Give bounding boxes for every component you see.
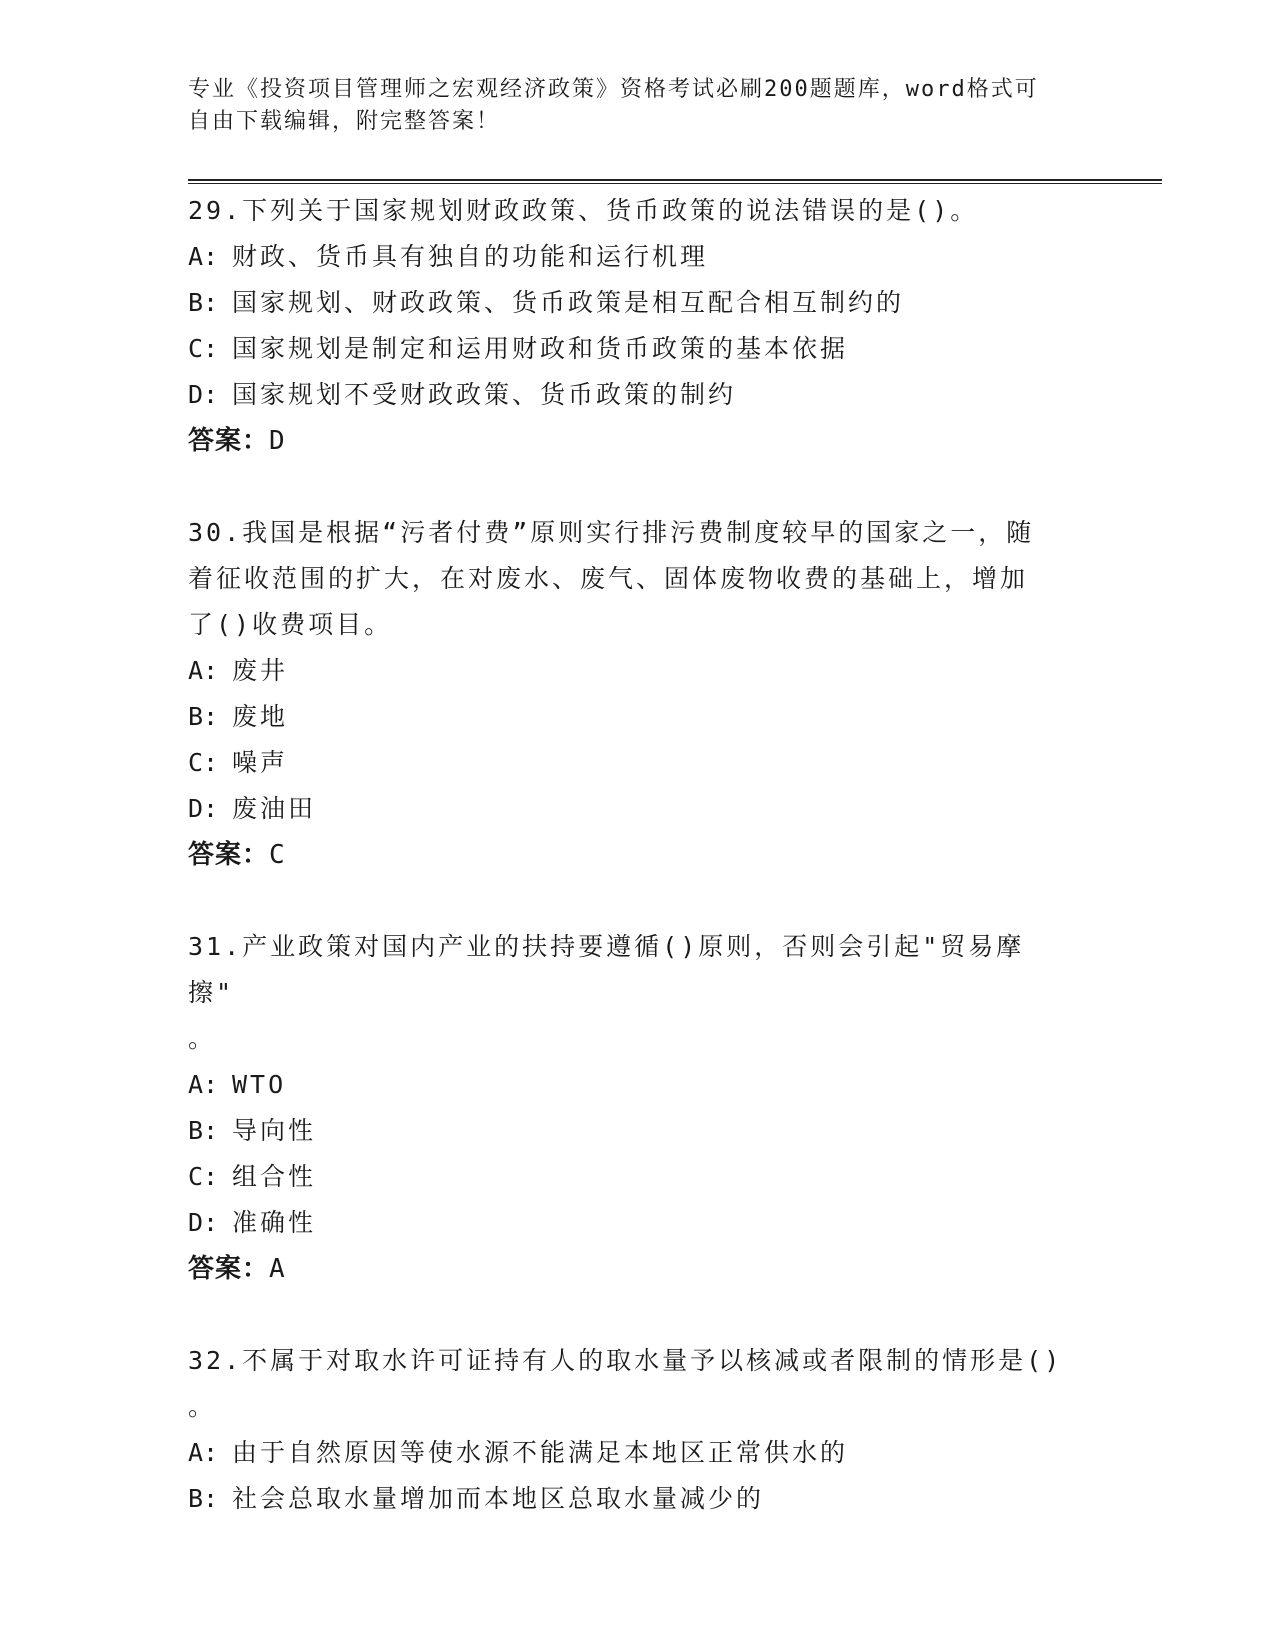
stem-line: 。 xyxy=(188,1392,217,1421)
option-b xyxy=(188,1476,1068,1522)
option-text: 社会总取水量增加而本地区总取水量减少的 xyxy=(232,1484,765,1513)
option-b xyxy=(188,280,1068,326)
question-30 xyxy=(188,510,1068,878)
option-text: 由于自然原因等使水源不能满足本地区正常供水的 xyxy=(232,1438,849,1467)
option-letter: A: xyxy=(188,242,219,271)
option-text: 组合性 xyxy=(232,1162,317,1191)
answer-label: 答案： xyxy=(188,426,270,456)
header-divider xyxy=(188,179,1162,184)
option-text: 财政、货币具有独自的功能和运行机理 xyxy=(232,242,709,271)
option-d xyxy=(188,372,1068,418)
stem-line: 。 xyxy=(188,1024,217,1053)
option-text: 废油田 xyxy=(232,794,317,823)
answer-line xyxy=(188,832,1068,878)
option-letter: C: xyxy=(188,334,219,363)
option-letter: D: xyxy=(188,794,219,823)
option-letter: C: xyxy=(188,1162,219,1191)
question-spacer xyxy=(188,878,1068,924)
answer-label: 答案： xyxy=(188,840,270,870)
option-text: 噪声 xyxy=(232,748,289,777)
option-d xyxy=(188,1200,1068,1246)
answer-value: A xyxy=(269,1254,286,1284)
answer-line xyxy=(188,1246,1068,1292)
option-letter: B: xyxy=(188,288,219,317)
stem-line: 31.产业政策对国内产业的扶持要遵循()原则，否则会引起"贸易摩擦" xyxy=(188,932,1025,1007)
question-32 xyxy=(188,1338,1068,1522)
header-line-1: 专业《投资项目管理师之宏观经济政策》资格考试必刷200题题库，word格式可 xyxy=(188,77,1039,102)
question-29 xyxy=(188,188,1068,464)
option-list xyxy=(188,648,1068,832)
option-letter: A: xyxy=(188,1070,219,1099)
option-text: 国家规划不受财政政策、货币政策的制约 xyxy=(232,380,737,409)
question-31 xyxy=(188,924,1068,1292)
option-letter: B: xyxy=(188,702,219,731)
option-letter: B: xyxy=(188,1116,219,1145)
option-d xyxy=(188,786,1068,832)
option-text: 准确性 xyxy=(232,1208,317,1237)
option-c xyxy=(188,740,1068,786)
option-list xyxy=(188,1430,1068,1522)
stem-line: 32.不属于对取水许可证持有人的取水量予以核减或者限制的情形是() xyxy=(188,1346,1063,1375)
question-stem: 29.下列关于国家规划财政政策、货币政策的说法错误的是()。 xyxy=(188,196,979,225)
option-letter: A: xyxy=(188,656,219,685)
option-list xyxy=(188,1062,1068,1246)
option-letter: D: xyxy=(188,380,219,409)
question-stem xyxy=(188,1338,1068,1430)
stem-line: 了()收费项目。 xyxy=(188,610,393,639)
question-stem xyxy=(188,510,1068,648)
option-letter: C: xyxy=(188,748,219,777)
stem-line: 着征收范围的扩大，在对废水、废气、固体废物收费的基础上，增加 xyxy=(188,564,1029,593)
answer-value: D xyxy=(269,426,286,456)
answer-label: 答案： xyxy=(188,1254,270,1284)
option-letter: D: xyxy=(188,1208,219,1237)
option-a xyxy=(188,1062,1068,1108)
question-spacer xyxy=(188,1292,1068,1338)
option-b xyxy=(188,694,1068,740)
option-text: WTO xyxy=(232,1070,287,1099)
question-list xyxy=(188,188,1068,1522)
option-text: 国家规划、财政政策、货币政策是相互配合相互制约的 xyxy=(232,288,905,317)
option-a xyxy=(188,1430,1068,1476)
stem-line: 30.我国是根据“污者付费”原则实行排污费制度较早的国家之一，随 xyxy=(188,518,1035,547)
option-c xyxy=(188,1154,1068,1200)
answer-value: C xyxy=(269,840,286,870)
option-letter: B: xyxy=(188,1484,219,1513)
option-text: 导向性 xyxy=(232,1116,317,1145)
document-header xyxy=(188,74,1068,138)
option-text: 废井 xyxy=(232,656,289,685)
option-list xyxy=(188,234,1068,418)
option-text: 废地 xyxy=(232,702,289,731)
question-spacer xyxy=(188,464,1068,510)
option-a xyxy=(188,234,1068,280)
option-letter: A: xyxy=(188,1438,219,1467)
answer-line xyxy=(188,418,1068,464)
option-a xyxy=(188,648,1068,694)
option-text: 国家规划是制定和运用财政和货币政策的基本依据 xyxy=(232,334,849,363)
header-line-2: 自由下载编辑，附完整答案！ xyxy=(188,109,501,134)
option-c xyxy=(188,326,1068,372)
question-stem xyxy=(188,924,1068,1062)
option-b xyxy=(188,1108,1068,1154)
